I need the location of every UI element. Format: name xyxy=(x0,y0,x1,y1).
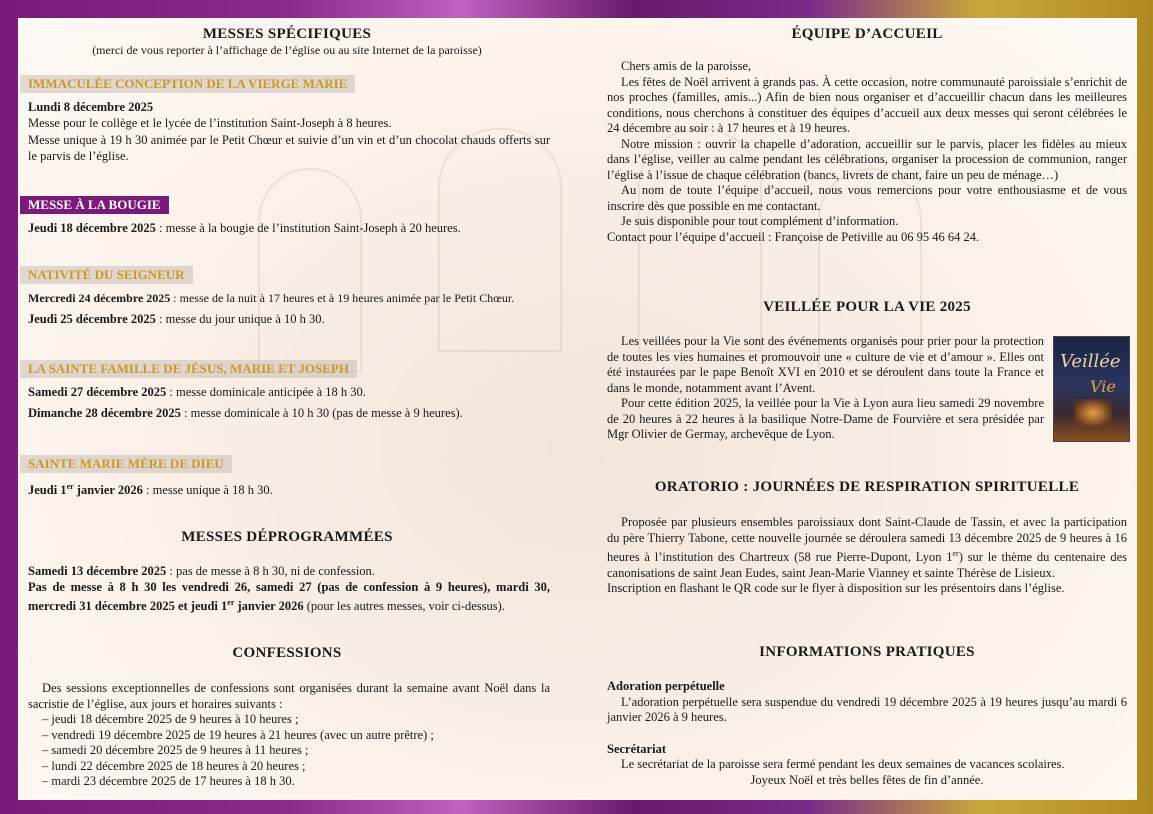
accueil-contact: Contact pour l’équipe d’accueil : Françoise de Petiville au 06 95 46 64 24. xyxy=(607,229,980,244)
oratorio-section xyxy=(607,479,1127,496)
marie-text: : messe unique à 18 h 30. xyxy=(142,483,273,498)
list-item: – jeudi 18 décembre 2025 de 9 heures à 10 heures ; xyxy=(42,712,299,726)
confessions-section xyxy=(22,645,552,662)
deprog-block xyxy=(28,564,550,615)
marie-block xyxy=(28,479,550,499)
nativite-text1: : messe de la nuit à 17 heures et à 19 heures animée par le Petit Chœur. xyxy=(170,291,515,305)
bougie-block xyxy=(28,221,550,237)
list-item: – mardi 23 décembre 2025 de 17 heures à 18 h 30. xyxy=(42,774,295,788)
bougie-date: Jeudi 18 décembre 2025 xyxy=(28,221,156,235)
deprog-section xyxy=(22,529,552,546)
deprog-bold2: Pas de messe à 8 h 30 les vendredi 26, samedi 27 (pas de confession à 9 heures), mardi 30, mercredi 31 décembre 2025 et jeudi 1er janvier 2026 xyxy=(28,579,550,614)
accueil-p2: Notre mission : ouvrir la chapelle d’adoration, accueillir sur le parvis, placer les fidèles au mieux dans l’église, veiller au calme pendant les célébrations, organiser la procession de communion, ranger l’église à l’issue de chaque célébration (bancs, livrets de chant, faire un peu de ménage…) xyxy=(607,136,1127,182)
immaculee-tag: IMMACULÉE CONCEPTION DE LA VIERGE MARIE xyxy=(20,75,355,93)
adoration-text: L’adoration perpétuelle sera suspendue du vendredi 19 décembre 2025 à 19 heures jusqu’au mardi 6 janvier 2026 à 9 heures. xyxy=(607,694,1127,724)
famille-text1: : messe dominicale anticipée à 18 h 30. xyxy=(166,385,366,399)
confessions-block xyxy=(28,681,550,790)
bougie-tag: MESSE À LA BOUGIE xyxy=(20,196,169,214)
veillee-section xyxy=(607,299,1127,316)
accueil-p3: Au nom de toute l’équipe d’accueil, nous vous remercions pour votre enthousiasme et de vous inscrire dès que possible en me contactant. xyxy=(607,183,1127,213)
nativite-text2: : messe du jour unique à 10 h 30. xyxy=(155,311,325,326)
veillee-p1: Les veillées pour la Vie sont des événements organisés pour prier pour la protection de toutes les vies humaines et promouvoir une « culture de vie et d’amour ». Elles ont été instaurées par le pape Benoît XVI en 2010 et se déroulent dans toute la France et dans le monde, notamment avant l’Avent. xyxy=(607,334,1044,395)
secretariat-heading: Secrétariat xyxy=(607,741,666,756)
closing-wishes: Joyeux Noël et très belles fêtes de fin d’année. xyxy=(750,772,984,787)
adoration-heading: Adoration perpétuelle xyxy=(607,679,725,693)
veillee-p2: Pour cette édition 2025, la veillée pour la Vie à Lyon aura lieu samedi 29 novembre de 20 heures à 22 heures à la basilique Notre-Dame de Fourvière et sera présidée par Mgr Olivier de Germay, archevêque de Lyon. xyxy=(607,396,1044,441)
messes-title: MESSES SPÉCIFIQUES xyxy=(202,26,372,42)
famille-date2: Dimanche 28 décembre 2025 xyxy=(28,405,181,420)
deprog-text1: : pas de messe à 8 h 30, ni de confession. xyxy=(166,564,375,578)
veillee-poster-image: Veillée Vie xyxy=(1053,336,1130,442)
marie-date: Jeudi 1er janvier 2026 xyxy=(28,482,143,498)
famille-tag: LA SAINTE FAMILLE DE JÉSUS, MARIE ET JOSEPH xyxy=(20,360,357,378)
messes-subtitle: (merci de vous reporter à l’affichage de l’église ou au site Internet de la paroisse) xyxy=(92,43,482,57)
accueil-block xyxy=(607,59,1127,245)
accueil-section xyxy=(607,26,1127,43)
list-item: – vendredi 19 décembre 2025 de 19 heures à 21 heures (avec un autre prêtre) ; xyxy=(42,727,434,742)
confessions-intro: Des sessions exceptionnelles de confessions sont organisées durant la semaine avant Noël dans la sacristie de l’église, aux jours et horaires suivants : xyxy=(28,681,550,711)
oratorio-p2: Inscription en flashant le QR code sur le flyer à disposition sur les présentoirs dans l’église. xyxy=(607,581,1065,596)
infos-block xyxy=(607,679,1127,788)
immaculee-block xyxy=(28,100,550,164)
famille-date1: Samedi 27 décembre 2025 xyxy=(28,385,167,399)
nativite-tag: NATIVITÉ DU SEIGNEUR xyxy=(20,266,193,284)
veillee-title: VEILLÉE POUR LA VIE 2025 xyxy=(763,299,971,315)
oratorio-title: ORATORIO : JOURNÉES DE RESPIRATION SPIRITUELLE xyxy=(654,479,1080,495)
famille-block xyxy=(28,385,550,421)
accueil-greeting: Chers amis de la paroisse, xyxy=(621,59,752,73)
deprog-text2: (pour les autres messes, voir ci-dessus). xyxy=(303,599,505,614)
list-item: – lundi 22 décembre 2025 de 18 heures à 20 heures ; xyxy=(42,758,306,773)
accueil-title: ÉQUIPE D’ACCUEIL xyxy=(791,26,943,42)
messes-specifiques-section xyxy=(22,26,552,58)
oratorio-block xyxy=(607,515,1127,597)
nativite-block xyxy=(28,291,553,327)
list-item: – samedi 20 décembre 2025 de 9 heures à 11 heures ; xyxy=(42,743,309,757)
accueil-p1: Les fêtes de Noël arrivent à grands pas. À cette occasion, notre communauté paroissiale s’enrichit de nos proches (familles, amis...) Afin de bien nous organiser et d’accueillir chacun dans les meilleures conditions, nous cherchons à constituer des équipes d’accueil aux deux messes qui seront célébrées le 24 décembre au soir : à 17 heures et à 19 heures. xyxy=(607,74,1127,135)
infos-title: INFORMATIONS PRATIQUES xyxy=(759,644,975,660)
bougie-text: : messe à la bougie de l’institution Saint-Joseph à 20 heures. xyxy=(155,221,461,235)
deprog-title: MESSES DÉPROGRAMMÉES xyxy=(181,529,393,545)
veillee-block xyxy=(607,334,1044,443)
confessions-title: CONFESSIONS xyxy=(232,645,342,661)
oratorio-p1: Proposée par plusieurs ensembles paroissiaux dont Saint-Claude de Tassin, et avec la participation du père Thierry Tabone, cette nouvelle journée se déroulera samedi 13 décembre 2025 de 9 heures à 16 heures à l’institution des Chartreux (58 rue Pierre-Dupont, Lyon 1er) sur le thème du centenaire des canonisations de saint Jean Eudes, saint Jean-Marie Vianney et sainte Thérèse de Lisieux. xyxy=(607,515,1127,580)
confessions-list xyxy=(28,712,550,790)
deprog-date1: Samedi 13 décembre 2025 xyxy=(28,564,167,578)
nativite-date1: Mercredi 24 décembre 2025 xyxy=(28,291,171,305)
secretariat-text: Le secrétariat de la paroisse sera fermé pendant les deux semaines de vacances scolaires. xyxy=(621,757,1065,771)
infos-section xyxy=(607,644,1127,661)
accueil-p4: Je suis disponible pour tout complément d’information. xyxy=(621,214,899,228)
marie-tag: SAINTE MARIE MÈRE DE DIEU xyxy=(20,455,232,473)
immaculee-date: Lundi 8 décembre 2025 xyxy=(28,100,154,114)
famille-text2: : messe dominicale à 10 h 30 (pas de messe à 9 heures). xyxy=(180,405,463,420)
immaculee-line2: Messe unique à 19 h 30 animée par le Petit Chœur et suivie d’un vin et d’un chocolat chauds offerts sur le parvis de l’église. xyxy=(28,133,550,163)
immaculee-line1: Messe pour le collège et le lycée de l’institution Saint-Joseph à 8 heures. xyxy=(28,115,392,130)
nativite-date2: Jeudi 25 décembre 2025 xyxy=(28,311,156,326)
